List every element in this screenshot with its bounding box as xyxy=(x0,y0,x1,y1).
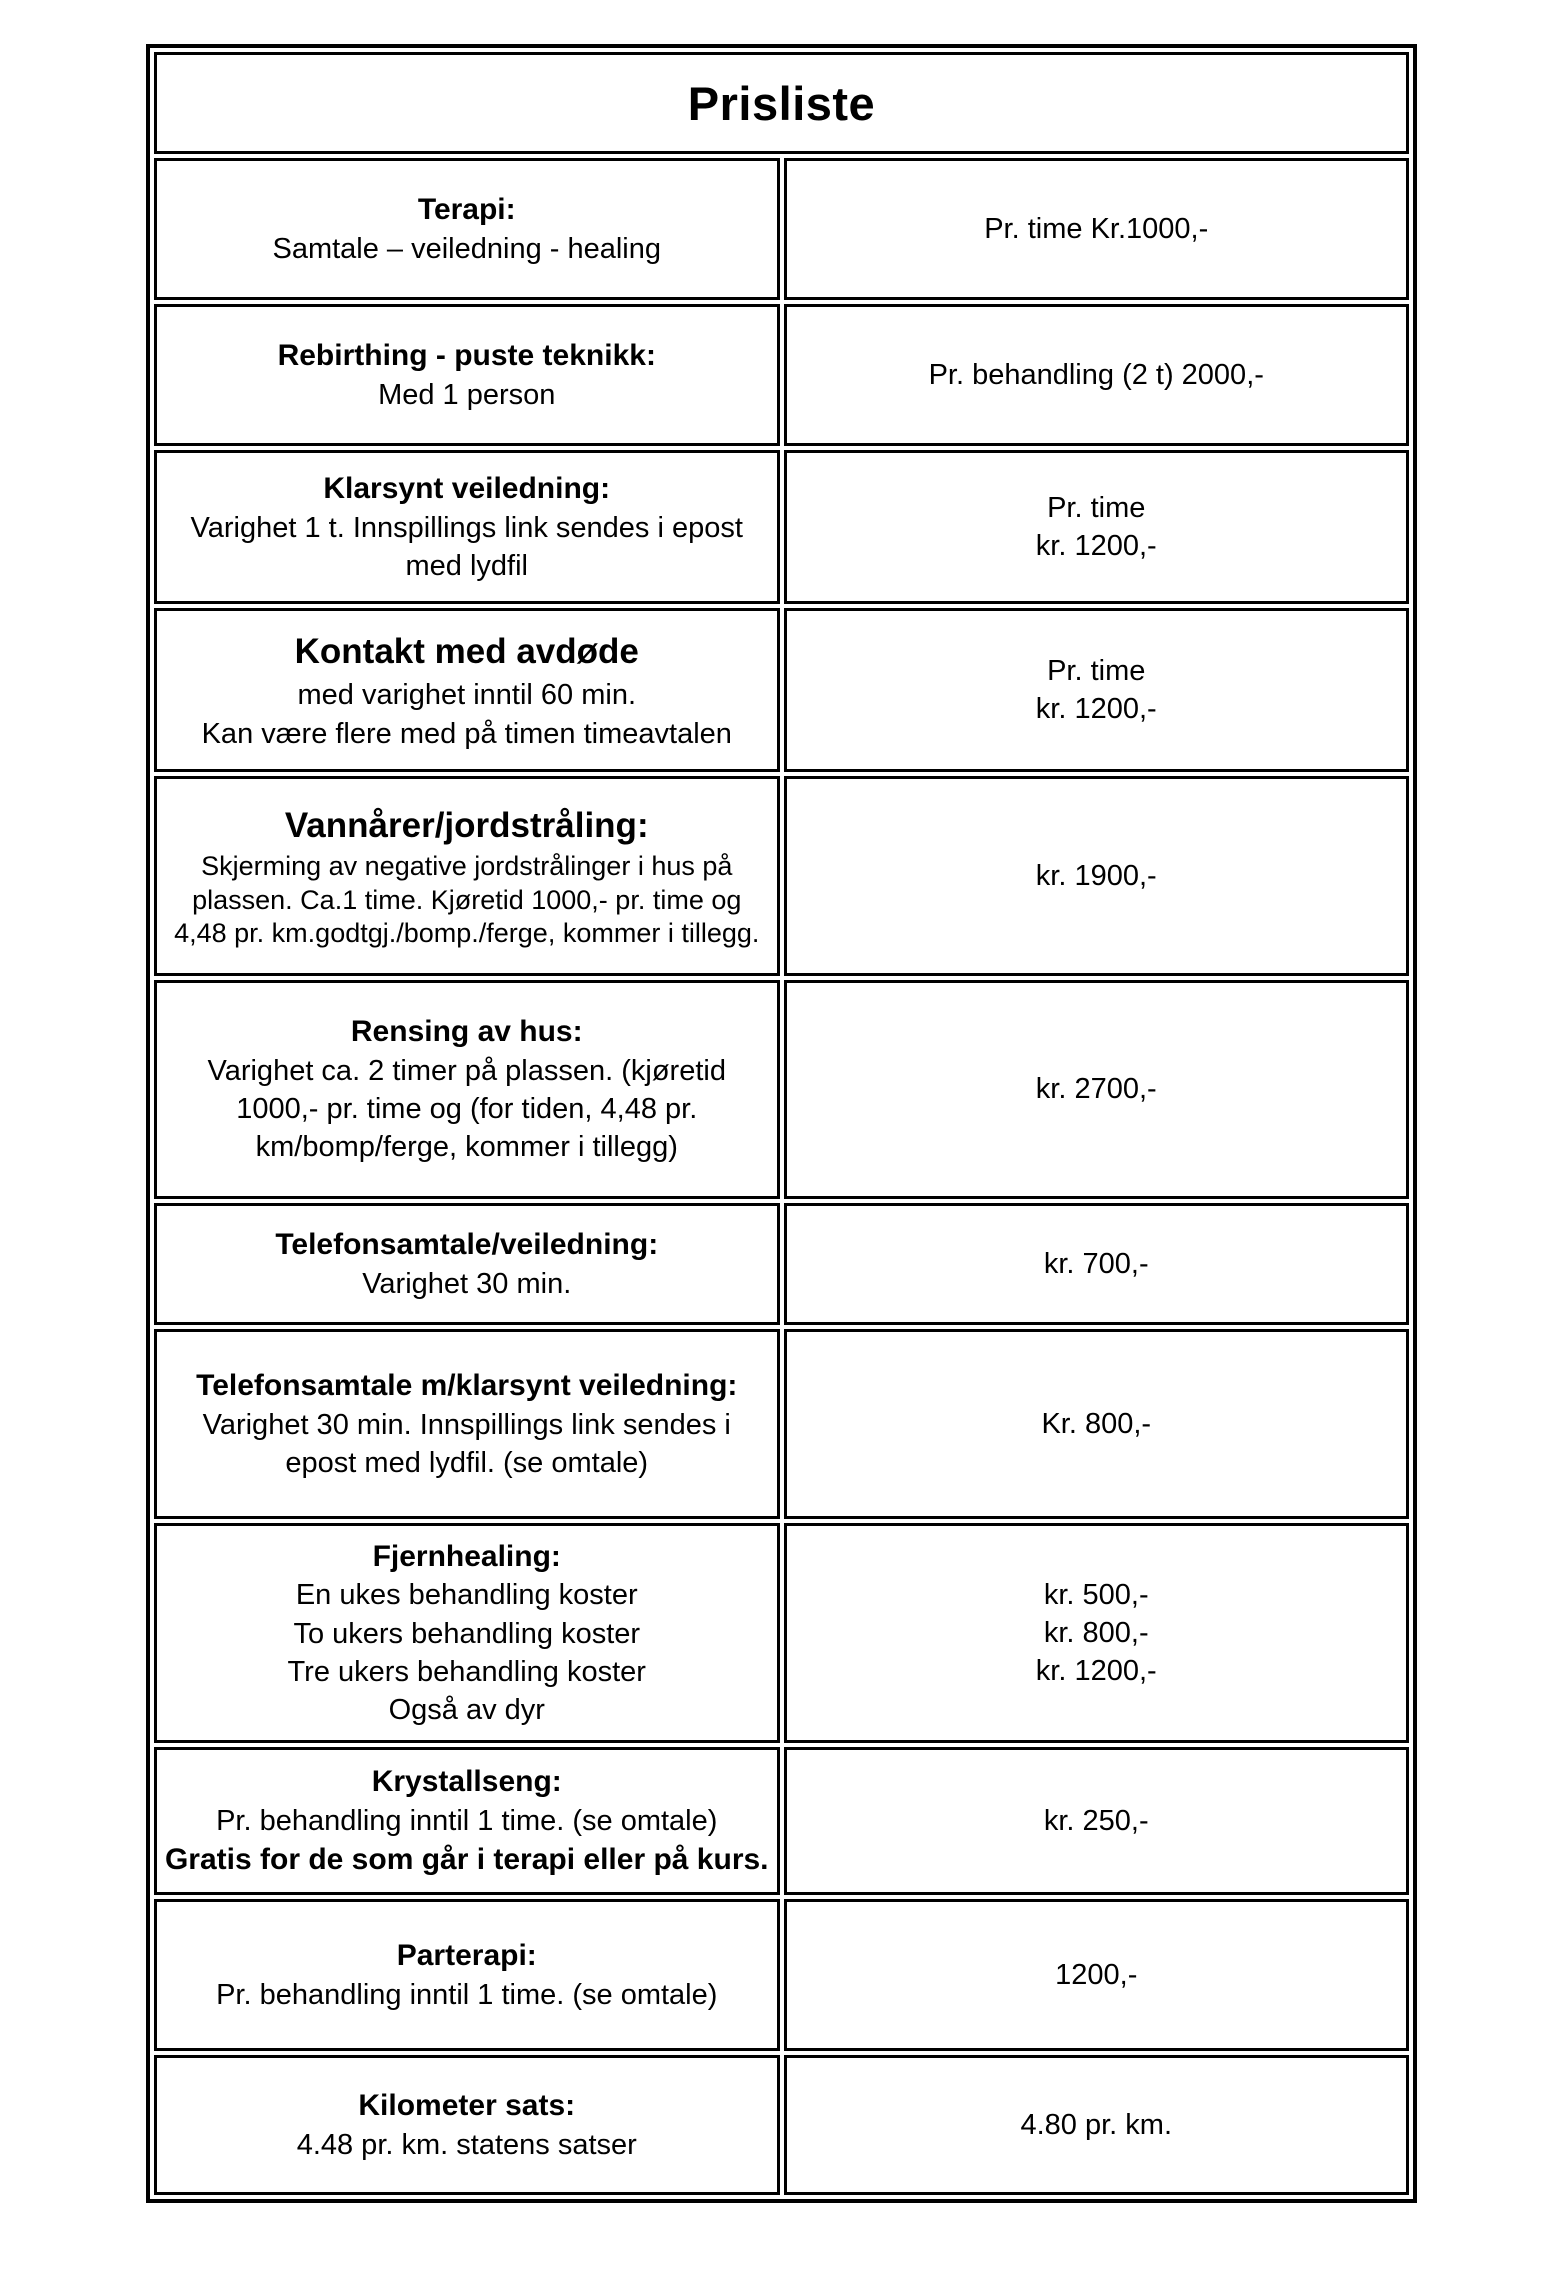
price-line: kr. 1200,- xyxy=(1035,530,1157,562)
price-line: Pr. time xyxy=(1047,491,1146,524)
service-cell xyxy=(154,776,780,976)
table-row xyxy=(154,158,1409,300)
service-line: Klarsynt veiledning: xyxy=(323,471,611,505)
service-line: epost med lydfil. (se omtale) xyxy=(285,1446,649,1479)
table-row xyxy=(154,304,1409,446)
service-line: plassen. Ca.1 time. Kjøretid 1000,- pr. time og xyxy=(192,884,742,915)
service-line: Kan være flere med på timen timeavtalen xyxy=(201,717,732,750)
price-line: 1200,- xyxy=(1055,1958,1138,1991)
table-row xyxy=(154,1523,1409,1743)
service-cell xyxy=(154,1203,780,1325)
service-cell xyxy=(154,980,780,1199)
service-line: To ukers behandling koster xyxy=(293,1617,641,1650)
service-line: Krystallseng: xyxy=(371,1765,562,1799)
service-line: Rebirthing - puste teknikk: xyxy=(277,339,656,373)
price-cell xyxy=(784,2055,1410,2195)
table-row xyxy=(154,450,1409,604)
price-line: kr. 250,- xyxy=(1043,1804,1149,1837)
service-line: Med 1 person xyxy=(378,378,556,411)
service-line: Også av dyr xyxy=(388,1694,545,1727)
price-cell xyxy=(784,1203,1410,1325)
price-line: kr. 1900,- xyxy=(1035,859,1157,892)
service-line: km/bomp/ferge, kommer i tillegg) xyxy=(255,1131,678,1164)
table-row xyxy=(154,1329,1409,1519)
service-line: Varighet 30 min. xyxy=(362,1267,572,1300)
price-cell xyxy=(784,1747,1410,1895)
price-cell xyxy=(784,1329,1410,1519)
service-line: 4.48 pr. km. statens satser xyxy=(296,2128,637,2161)
service-line: Tre ukers behandling koster xyxy=(287,1655,646,1688)
price-line: Pr. time Kr.1000,- xyxy=(984,212,1209,245)
price-cell xyxy=(784,776,1410,976)
service-line: Terapi: xyxy=(417,193,516,227)
table-row xyxy=(154,2055,1409,2195)
service-line: Telefonsamtale m/klarsynt veiledning: xyxy=(196,1368,738,1402)
service-cell xyxy=(154,2055,780,2195)
price-line: 4.80 pr. km. xyxy=(1020,2108,1172,2141)
service-line: Pr. behandling inntil 1 time. (se omtale) xyxy=(216,1804,718,1837)
service-line: Vannårer/jordstråling: xyxy=(284,805,649,845)
table-row xyxy=(154,608,1409,772)
price-line: Kr. 800,- xyxy=(1041,1407,1152,1440)
table-row xyxy=(154,980,1409,1199)
service-line: Kilometer sats: xyxy=(358,2089,576,2123)
service-line: Varighet 30 min. Innspillings link sendes i xyxy=(202,1408,731,1441)
price-line: kr. 1200,- xyxy=(1035,693,1157,725)
price-cell xyxy=(784,158,1410,300)
service-line: Skjerming av negative jordstrålinger i hus på xyxy=(201,850,733,881)
service-line: Varighet ca. 2 timer på plassen. (kjøretid xyxy=(207,1054,726,1087)
service-line: 4,48 pr. km.godtgj./bomp./ferge, kommer i tillegg. xyxy=(174,918,760,949)
price-table xyxy=(146,44,1417,2203)
price-line: Pr. time xyxy=(1047,654,1146,687)
price-cell xyxy=(784,1523,1410,1743)
service-cell xyxy=(154,158,780,300)
service-cell xyxy=(154,1747,780,1895)
service-line: Samtale – veiledning - healing xyxy=(272,232,662,265)
service-line: En ukes behandling koster xyxy=(295,1579,638,1612)
table-row xyxy=(154,776,1409,976)
service-line: Rensing av hus: xyxy=(350,1015,583,1049)
table-row xyxy=(154,1747,1409,1895)
service-cell xyxy=(154,1899,780,2051)
service-line: Fjernhealing: xyxy=(372,1539,561,1573)
price-line: kr. 700,- xyxy=(1043,1247,1149,1280)
price-line: Pr. behandling (2 t) 2000,- xyxy=(928,358,1264,391)
service-cell xyxy=(154,1523,780,1743)
price-cell xyxy=(784,608,1410,772)
price-cell xyxy=(784,1899,1410,2051)
service-line: Kontakt med avdøde xyxy=(294,632,639,672)
price-cell xyxy=(784,304,1410,446)
service-line: med lydfil xyxy=(405,549,528,582)
title-row xyxy=(154,52,1409,154)
service-line: Parterapi: xyxy=(396,1939,537,1973)
service-cell xyxy=(154,304,780,446)
service-line: Varighet 1 t. Innspillings link sendes i epost xyxy=(190,511,743,544)
price-line: kr. 500,- xyxy=(1043,1578,1149,1611)
service-line: Pr. behandling inntil 1 time. (se omtale) xyxy=(216,1978,718,2011)
page-title: Prisliste xyxy=(154,52,1409,154)
service-line: med varighet inntil 60 min. xyxy=(297,679,636,712)
service-cell xyxy=(154,608,780,772)
table-row xyxy=(154,1203,1409,1325)
service-line: Telefonsamtale/veiledning: xyxy=(275,1228,659,1262)
service-line: 1000,- pr. time og (for tiden, 4,48 pr. xyxy=(236,1093,698,1126)
price-line: kr. 2700,- xyxy=(1035,1073,1157,1106)
price-line: kr. 1200,- xyxy=(1035,1655,1157,1688)
service-cell xyxy=(154,1329,780,1519)
service-cell xyxy=(154,450,780,604)
price-line: kr. 800,- xyxy=(1043,1616,1149,1649)
service-line: Gratis for de som går i terapi eller på kurs. xyxy=(164,1843,769,1877)
price-cell xyxy=(784,980,1410,1199)
table-row xyxy=(154,1899,1409,2051)
price-cell xyxy=(784,450,1410,604)
